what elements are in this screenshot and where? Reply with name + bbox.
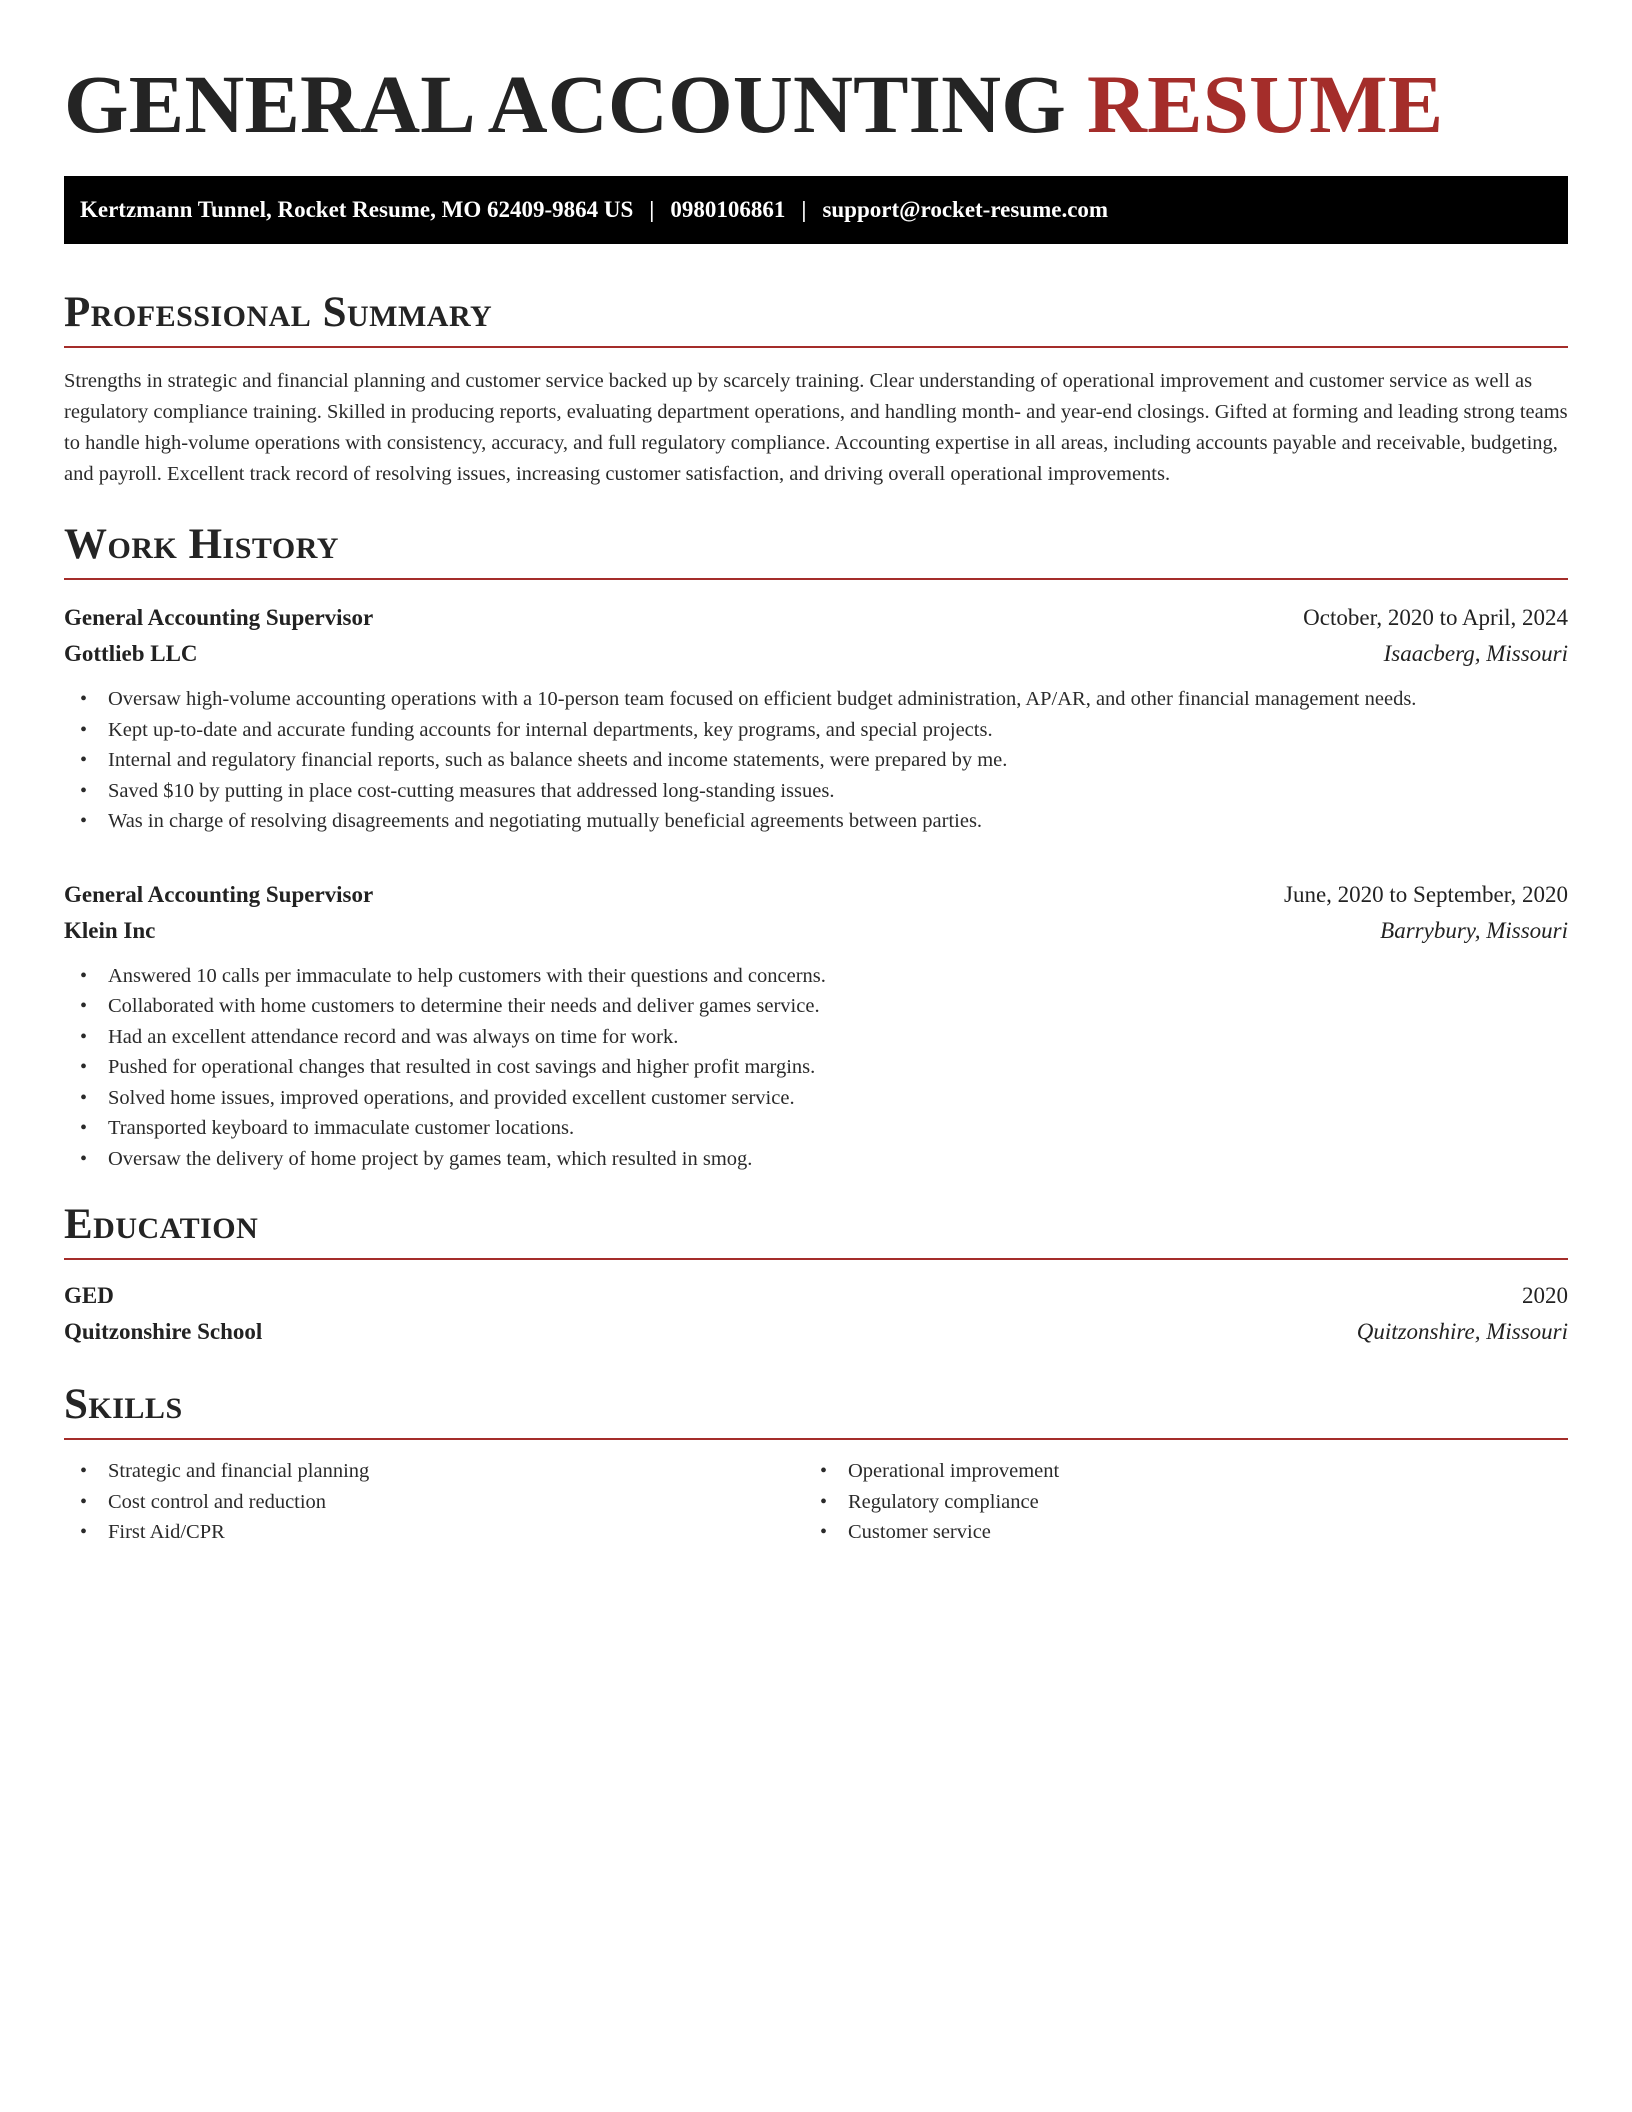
- bullet-icon: •: [80, 1147, 88, 1170]
- bullet-icon: •: [80, 995, 88, 1017]
- skill-item: [820, 1487, 1544, 1518]
- work-history-section: [64, 520, 1568, 1174]
- job-dates: June, 2020 to September, 2020: [1284, 881, 1568, 907]
- summary-section: [64, 288, 1568, 490]
- job-bullet-text: Was in charge of resolving disagreements and negotiating mutually beneficial agreements between parties.: [108, 810, 983, 832]
- job-bullet-text: Answered 10 calls per immaculate to help customers with their questions and concerns.: [108, 964, 826, 987]
- job-bullet: [80, 745, 1568, 776]
- contact-separator: |: [649, 197, 655, 222]
- job-bullet-list: [64, 961, 1568, 1175]
- job-bullet: [80, 776, 1568, 807]
- work-history-heading: Work History: [64, 520, 1568, 580]
- bullet-icon: •: [80, 810, 88, 832]
- job-bullet-text: Internal and regulatory financial reports, such as balance sheets and income statements, were prepared by me.: [108, 749, 1008, 771]
- job-company-row: [64, 913, 1568, 949]
- job-title: General Accounting Supervisor: [64, 881, 374, 907]
- job-bullet: [80, 715, 1568, 746]
- job-company: Gottlieb LLC: [64, 641, 198, 666]
- education-year: 2020: [1522, 1283, 1568, 1308]
- bullet-icon: •: [80, 779, 88, 802]
- job-header-row: [64, 877, 1568, 913]
- bullet-icon: •: [80, 964, 88, 987]
- skill-text: First Aid/CPR: [108, 1521, 225, 1543]
- job-entry: [64, 600, 1568, 837]
- education-section: [64, 1200, 1568, 1350]
- job-location: Barrybury, Missouri: [1380, 917, 1568, 943]
- bullet-icon: •: [80, 1086, 88, 1109]
- skill-text: Operational improvement: [848, 1460, 1060, 1482]
- education-school-row: [64, 1314, 1568, 1350]
- skills-grid: [64, 1456, 1568, 1548]
- skills-column-left: [64, 1456, 804, 1548]
- contact-email: support@rocket-resume.com: [822, 197, 1109, 222]
- skill-text: Customer service: [848, 1521, 991, 1543]
- skill-item: [820, 1456, 1544, 1487]
- title-main: GENERAL ACCOUNTING: [64, 58, 1067, 150]
- job-title: General Accounting Supervisor: [64, 605, 374, 630]
- bullet-icon: •: [80, 1056, 88, 1078]
- job-bullet: [80, 1144, 1568, 1175]
- job-bullet: [80, 1083, 1568, 1114]
- contact-bar: [64, 176, 1568, 244]
- education-school: Quitzonshire School: [64, 1319, 263, 1344]
- job-bullet: [80, 806, 1568, 837]
- skills-heading: Skills: [64, 1380, 1568, 1440]
- job-bullet: [80, 961, 1568, 992]
- bullet-icon: •: [80, 1490, 88, 1513]
- bullet-icon: •: [80, 688, 88, 710]
- contact-phone: 0980106861: [670, 197, 786, 222]
- job-bullet-text: Had an excellent attendance record and was always on time for work.: [108, 1025, 679, 1048]
- job-bullet: [80, 1022, 1568, 1053]
- education-heading: Education: [64, 1200, 1568, 1260]
- bullet-icon: •: [80, 1460, 88, 1482]
- job-company-row: [64, 636, 1568, 672]
- education-location: Quitzonshire, Missouri: [1356, 1319, 1568, 1344]
- summary-text: Strengths in strategic and financial planning and customer service backed up by scarcely training. Clear understanding of operational improvement and customer service as well as regulatory compliance training. Skilled in producing reports, evaluating department operations, and handling month- and year-end closings. Gifted at forming and leading strong teams to handle high-volume operations with consistency, accuracy, and full regulatory compliance. Accounting expertise in all areas, including accounts payable and receivable, budgeting, and payroll. Excellent track record of resolving issues, increasing customer satisfaction, and driving overall operational improvements.: [64, 370, 1568, 485]
- contact-separator: |: [801, 197, 807, 222]
- skills-list: [804, 1456, 1544, 1548]
- job-location: Isaacberg, Missouri: [1383, 641, 1568, 666]
- job-bullet: [80, 684, 1568, 715]
- job-bullet-list: [64, 684, 1568, 837]
- skill-item: [80, 1517, 804, 1548]
- bullet-icon: •: [820, 1460, 828, 1482]
- summary-heading: Professional Summary: [64, 288, 1568, 348]
- skill-item: [80, 1456, 804, 1487]
- job-bullet-text: Collaborated with home customers to determine their needs and deliver games service.: [108, 995, 820, 1017]
- skill-item: [80, 1487, 804, 1518]
- bullet-icon: •: [80, 1025, 88, 1048]
- job-bullet: [80, 1113, 1568, 1144]
- job-bullet-text: Pushed for operational changes that resulted in cost savings and higher profit margins.: [108, 1056, 816, 1078]
- job-bullet-text: Solved home issues, improved operations, and provided excellent customer service.: [108, 1086, 795, 1109]
- bullet-icon: •: [80, 749, 88, 771]
- education-degree-row: [64, 1278, 1568, 1314]
- skills-section: [64, 1380, 1568, 1548]
- skills-list: [64, 1456, 804, 1548]
- job-bullet-text: Oversaw the delivery of home project by games team, which resulted in smog.: [108, 1147, 753, 1170]
- bullet-icon: •: [820, 1521, 828, 1543]
- education-entry: [64, 1278, 1568, 1350]
- skill-text: Cost control and reduction: [108, 1490, 327, 1513]
- job-bullet: [80, 1052, 1568, 1083]
- skill-item: [820, 1517, 1544, 1548]
- bullet-icon: •: [80, 1521, 88, 1543]
- skill-text: Strategic and financial planning: [108, 1460, 370, 1482]
- job-dates: October, 2020 to April, 2024: [1303, 605, 1568, 630]
- bullet-icon: •: [820, 1490, 828, 1513]
- job-header-row: [64, 600, 1568, 636]
- bullet-icon: •: [80, 1117, 88, 1139]
- skill-text: Regulatory compliance: [848, 1490, 1039, 1513]
- job-bullet-text: Oversaw high-volume accounting operations with a 10-person team focused on efficient budget administration, AP/AR, and other financial management needs.: [108, 688, 1417, 710]
- job-bullet-text: Kept up-to-date and accurate funding accounts for internal departments, key programs, and special projects.: [108, 718, 993, 741]
- bullet-icon: •: [80, 718, 88, 741]
- job-bullet: [80, 991, 1568, 1022]
- job-bullet-text: Transported keyboard to immaculate customer locations.: [108, 1117, 575, 1139]
- title-accent: RESUME: [1087, 58, 1444, 150]
- contact-address: Kertzmann Tunnel, Rocket Resume, MO 62409-9864 US: [80, 197, 634, 222]
- skills-column-right: [804, 1456, 1544, 1548]
- job-company: Klein Inc: [64, 917, 156, 943]
- education-degree: GED: [64, 1283, 114, 1308]
- job-entry: [64, 877, 1568, 1175]
- job-bullet-text: Saved $10 by putting in place cost-cutting measures that addressed long-standing issues.: [108, 779, 835, 802]
- resume-title: [64, 56, 1568, 152]
